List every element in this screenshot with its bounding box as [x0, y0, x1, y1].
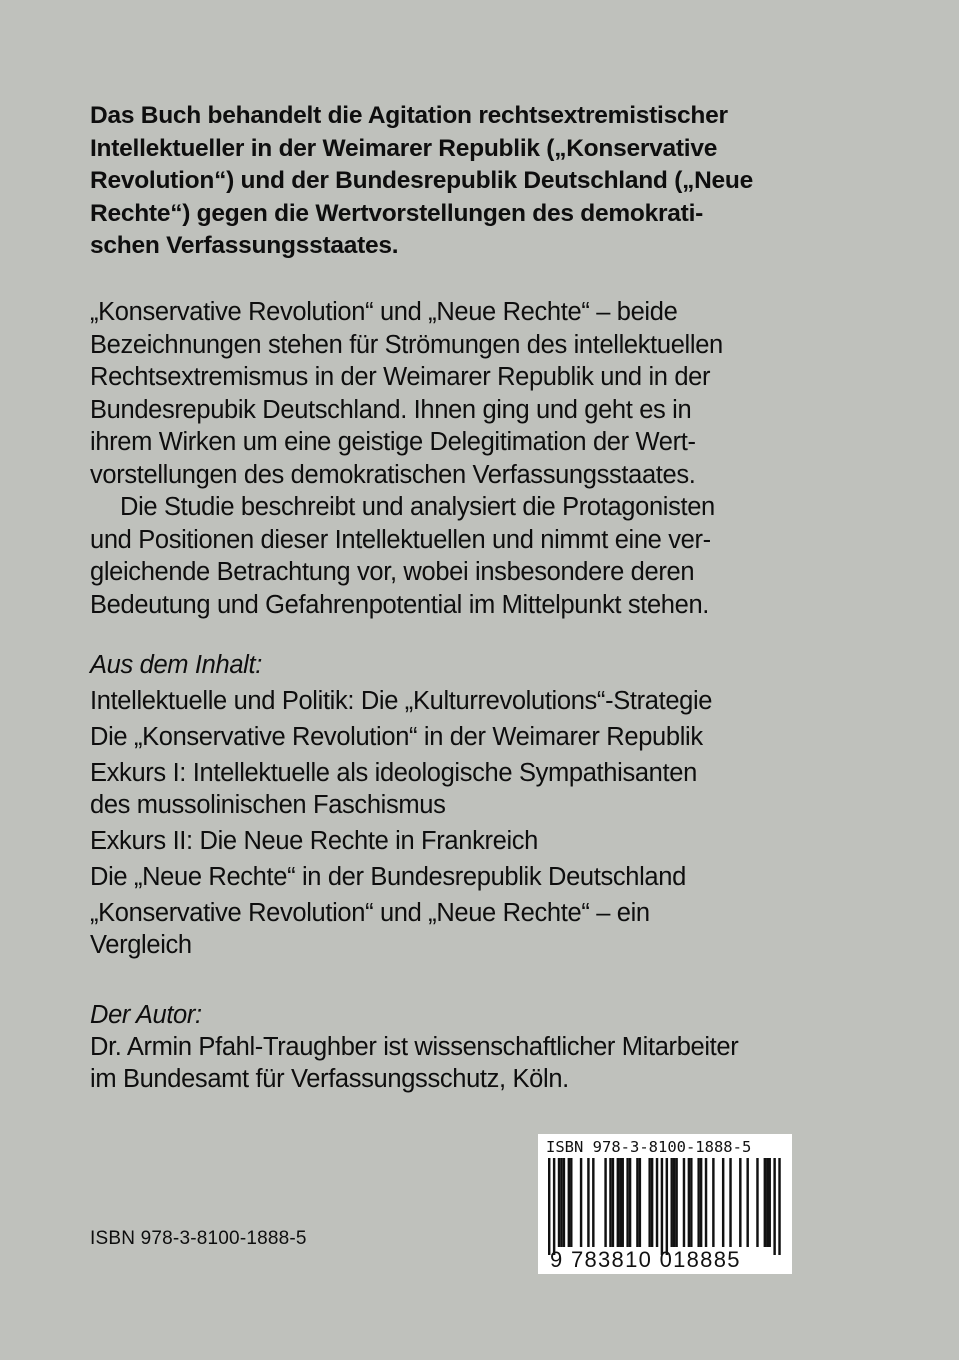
- barcode-bar: [756, 1158, 758, 1247]
- author-section: [90, 999, 738, 1095]
- contents-item-line: Die „Neue Rechte“ in der Bundesrepublik Deutschland: [90, 863, 686, 891]
- contents-item: [90, 757, 712, 821]
- contents-item-line: „Konservative Revolution“ und „Neue Rechte“ – ein: [90, 899, 650, 927]
- barcode-bar: [683, 1158, 685, 1247]
- contents-item: [90, 825, 712, 857]
- intro-line: Rechte“) gegen die Wertvorstellungen des demokrati-: [90, 199, 704, 227]
- summary-line: Bezeichnungen stehen für Strömungen des intellektuellen: [90, 330, 723, 359]
- contents-item: [90, 685, 712, 717]
- barcode-bar: [766, 1158, 768, 1247]
- barcode-bar: [587, 1158, 589, 1247]
- intro-line: Intellektueller in der Weimarer Republik („Konservative: [90, 134, 718, 162]
- contents-section: [90, 649, 712, 961]
- barcode-bar: [671, 1158, 673, 1247]
- contents-item-line: des mussolinischen Faschismus: [90, 791, 446, 819]
- author-line: im Bundesamt für Verfassungsschutz, Köln.: [90, 1065, 569, 1093]
- barcode-bar: [580, 1158, 582, 1247]
- author-line: Dr. Armin Pfahl-Traughber ist wissenschaftlicher Mitarbeiter: [90, 1033, 739, 1061]
- barcode-bar: [769, 1158, 771, 1247]
- barcode-bar: [568, 1158, 570, 1247]
- barcode-bar: [656, 1158, 658, 1247]
- intro-paragraph: [90, 100, 870, 263]
- contents-item-line: Die „Konservative Revolution“ in der Weimarer Republik: [90, 723, 703, 751]
- summary-line: gleichende Betrachtung vor, wobei insbesondere deren: [90, 558, 695, 586]
- barcode-bar: [661, 1158, 663, 1255]
- intro-line: Revolution“) und der Bundesrepublik Deutschland („Neue: [90, 167, 754, 194]
- barcode-bar: [636, 1158, 638, 1247]
- barcode-bar: [722, 1158, 724, 1247]
- barcode-bar: [764, 1158, 766, 1247]
- barcode-bar: [673, 1158, 675, 1247]
- barcode-bar: [629, 1158, 631, 1247]
- barcode-bar: [778, 1158, 780, 1255]
- barcode-bar: [688, 1158, 690, 1247]
- barcode-bar: [705, 1158, 707, 1247]
- barcode-bar: [604, 1158, 606, 1247]
- summary-line: ihrem Wirken um eine geistige Delegitimation der Wert-: [90, 428, 696, 456]
- back-cover-text: [90, 100, 870, 1093]
- contents-item: [90, 861, 712, 893]
- barcode-bar: [651, 1158, 653, 1247]
- barcode-isbn-label: ISBN 978-3-8100-1888-5: [546, 1138, 752, 1156]
- summary-line: und Positionen dieser Intellektuellen und nimmt eine ver-: [90, 525, 711, 554]
- summary-paragraph: [90, 296, 723, 621]
- barcode-bar: [560, 1158, 562, 1247]
- contents-item-line: Intellektuelle und Politik: Die „Kulturrevolutions“-Strategie: [90, 687, 713, 715]
- barcode-bar: [729, 1158, 731, 1247]
- barcode-bar: [592, 1158, 594, 1247]
- summary-line: Die Studie beschreibt und analysiert die Protagonisten: [120, 493, 715, 521]
- barcode-bar: [675, 1158, 677, 1247]
- barcode-bar: [697, 1158, 699, 1247]
- barcode-bar: [648, 1158, 650, 1247]
- barcode-bar: [619, 1158, 621, 1247]
- barcode-bar: [622, 1158, 624, 1247]
- barcode-bar: [700, 1158, 702, 1247]
- contents-item: [90, 897, 712, 961]
- barcode-bar: [712, 1158, 714, 1247]
- barcode-bar: [553, 1158, 555, 1255]
- barcode-bar: [666, 1158, 668, 1255]
- contents-item: [90, 721, 712, 753]
- contents-item-line: Exkurs I: Intellektuelle als ideologische Sympathisanten: [90, 759, 697, 787]
- barcode-bar: [773, 1158, 775, 1255]
- summary-line: Bundesrepubik Deutschland. Ihnen ging und geht es in: [90, 395, 692, 424]
- summary-line: Bedeutung und Gefahrenpotential im Mittelpunkt stehen.: [90, 590, 710, 619]
- intro-line: schen Verfassungsstaates.: [90, 232, 399, 259]
- barcode-bar: [639, 1158, 641, 1247]
- barcode-bar: [617, 1158, 619, 1247]
- summary-line: vorstellungen des demokratischen Verfassungsstaates.: [90, 460, 696, 489]
- summary-line: Rechtsextremismus in der Weimarer Republik und in der: [90, 363, 711, 391]
- barcode-bar: [690, 1158, 692, 1247]
- barcode-bar: [563, 1158, 565, 1247]
- barcode: [538, 1134, 792, 1274]
- barcode-digits: 9 783810 018885: [550, 1247, 741, 1272]
- summary-line: „Konservative Revolution“ und „Neue Rechte“ – beide: [90, 298, 678, 326]
- barcode-bar: [612, 1158, 614, 1247]
- barcode-bar: [548, 1158, 550, 1255]
- contents-heading: Aus dem Inhalt:: [90, 651, 262, 679]
- intro-line: Das Buch behandelt die Agitation rechtsextremistischer: [90, 102, 728, 129]
- barcode-bar: [558, 1158, 560, 1247]
- author-heading: Der Autor:: [90, 1001, 202, 1029]
- barcode-bar: [626, 1158, 628, 1247]
- barcode-bar: [739, 1158, 741, 1247]
- isbn-number: ISBN 978-3-8100-1888-5: [90, 1228, 307, 1249]
- contents-item-line: Vergleich: [90, 931, 192, 959]
- barcode-bar: [609, 1158, 611, 1247]
- barcode-bar: [570, 1158, 572, 1247]
- barcode-bar: [746, 1158, 748, 1247]
- contents-item-line: Exkurs II: Die Neue Rechte in Frankreich: [90, 827, 539, 855]
